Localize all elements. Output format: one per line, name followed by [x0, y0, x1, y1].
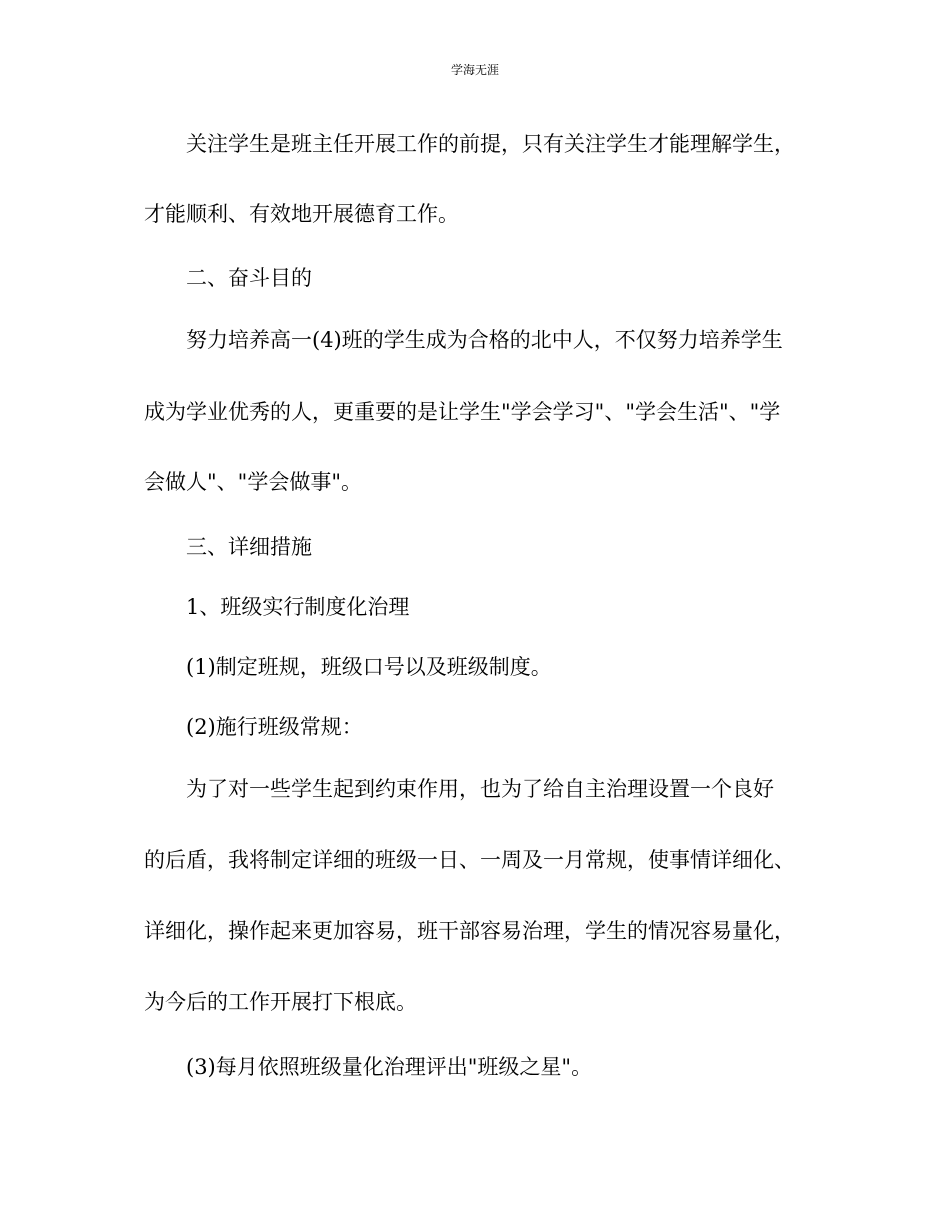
- paragraph-line: 详细化，操作起来更加容易，班干部容易治理，学生的情况容易量化，: [144, 919, 795, 943]
- page-header: 学海无涯: [450, 63, 499, 77]
- paragraph-line: 为了对一些学生起到约束作用，也为了给自主治理设置一个良好: [186, 777, 774, 801]
- paragraph-line: 的后盾，我将制定详细的班级一日、一周及一月常规，使事情详细化、: [144, 848, 795, 872]
- section-heading: 二、奋斗目的: [186, 266, 312, 290]
- section-heading: 三、详细措施: [186, 535, 312, 559]
- list-item: (2)施行班级常规：: [186, 715, 363, 739]
- paragraph-line: 会做人"、"学会做事"。: [144, 470, 362, 494]
- paragraph-line: 关注学生是班主任开展工作的前提，只有关注学生才能理解学生，: [186, 132, 795, 156]
- paragraph-line: 为今后的工作开展打下根底。: [144, 990, 417, 1014]
- subsection-heading: 1、班级实行制度化治理: [186, 595, 410, 619]
- paragraph-line: 成为学业优秀的人，更重要的是让学生"学会学习"、"学会生活"、"学: [144, 400, 781, 424]
- list-item: (3)每月依照班级量化治理评出"班级之星"。: [186, 1055, 593, 1079]
- paragraph-line: 才能顺利、有效地开展德育工作。: [144, 202, 459, 226]
- paragraph-line: 努力培养高一(4)班的学生成为合格的北中人，不仅努力培养学生: [186, 328, 783, 352]
- list-item: (1)制定班规，班级口号以及班级制度。: [186, 655, 552, 679]
